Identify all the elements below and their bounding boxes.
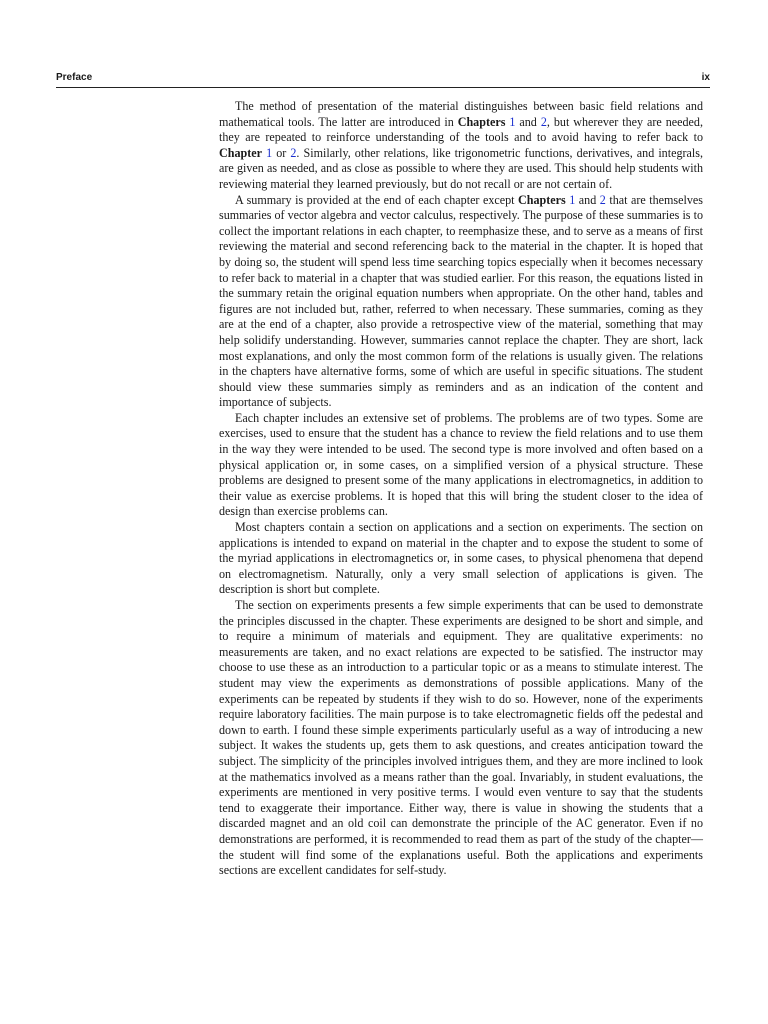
header-rule (56, 87, 710, 88)
paragraph-summaries (219, 193, 703, 411)
chapter-1-link[interactable]: 1 (266, 145, 273, 160)
chapter-2-link[interactable]: 2 (599, 192, 606, 207)
running-head (56, 72, 710, 86)
running-head-section-title: Preface (56, 72, 93, 83)
paragraph-problems: Each chapter includes an extensive set of problems. The problems are of two types. Some are exercises, used to ensure that the student has a chance to review the field relations and to use them in the way they were intended to be used. The second type is more involved and often based on a physical application or, in some cases, on a simplified version of a physical structure. These problems are designed to present some of the many applications in electromagnetics, in addition to their value as exercise problems. It is hoped that this will bring the student closer to the idea of design than exercise problems can. (219, 410, 703, 519)
paragraph-text: and (515, 114, 541, 129)
chapter-1-link[interactable]: 1 (569, 192, 576, 207)
paragraph-applications: Most chapters contain a section on applications and a section on experiments. The section on applications is intended to expand on material in the chapter and to expose the student to some of the myriad applications in electromagnetics or, in some cases, to physical phenomena that depend on electromagnetism. Naturally, only a very small selection of applications is given. The description is short but complete. (219, 520, 703, 597)
chapter-label: Chapter (219, 145, 262, 160)
paragraph-text: or (272, 145, 291, 160)
chapter-1-link[interactable]: 1 (509, 114, 516, 129)
paragraph-presentation (219, 99, 703, 193)
chapter-2-link[interactable]: 2 (290, 145, 297, 160)
paragraph-text: , but wherever they are needed, they are repeated to reinforce understanding of the tools and to avoid having to refer back to (219, 114, 703, 145)
paragraph-text: and (575, 192, 600, 207)
paragraph-text: . Similarly, other relations, like trigonometric functions, derivatives, and integrals, are given as needed, and as close as possible to where they are used. This should help students with reviewing material they learned previously, but do not recall or are not certain of. (219, 145, 703, 191)
paragraph-text: that are themselves summaries of vector algebra and vector calculus, respectively. The purpose of these summaries is to collect the important relations in each chapter, to reemphasize these, and to serve as a means of first reviewing the material and second referencing back to the material in the chapter. It is hoped that by doing so, the student will spend less time searching topics especially when it becomes necessary to refer back to material in a chapter that was studied earlier. For this reason, the equations listed in the summary retain the original equation numbers when appropriate. On the other hand, tables and figures are not included but, rather, referred to when necessary. These summaries, coming as they are at the end of a chapter, also provide a retrospective view of the material, something that may help solidify understanding. However, summaries cannot replace the chapter. They are short, lack most explanations, and only the most common form of the relations is usually given. The relations in the chapters have alternative forms, some of which are useful in specific situations. The student should view these summaries simply as reminders and as an indication of the content and importance of subjects. (219, 192, 703, 410)
body-text (219, 99, 703, 879)
paragraph-experiments: The section on experiments presents a few simple experiments that can be used to demonstrate the principles discussed in the chapter. These experiments are designed to be short and simple, and to require a minimum of materials and equipment. They are qualitative experiments: no measurements are taken, and no exact relations are expected to be satisfied. The instructor may choose to use these as an introduction to a particular topic or as a means to stimulate interest. The student may view the experiments as demonstrations of possible applications. Many of the experiments can be repeated by students if they wish to do so. However, none of the experiments require laboratory facilities. The main purpose is to take electromagnetic fields off the pedestal and down to earth. I found these simple experiments particularly useful as a way of introducing a new subject. It wakes the students up, gets them to ask questions, and creates anticipation toward the subject. The simplicity of the principles involved intrigues them, and they are more inclined to look at the mathematics involved as a means rather than the goal. Invariably, in student evaluations, the experiments are mentioned in very positive terms. I would even venture to say that the students tend to exaggerate their importance. Either way, there is value in showing the students that a discarded magnet and an old coil can demonstrate the principle of the AC generator. Even if no demonstrations are performed, it is recommended to read them as part of the study of the chapter—the student will find some of the explanations useful. Both the applications and experiments sections are excellent candidates for self-study. (219, 598, 703, 878)
paragraph-text: The method of presentation of the material distinguishes between basic field relations and mathematical tools. The latter are introduced in (219, 99, 703, 129)
chapters-label: Chapters (457, 114, 506, 129)
page-number: ix (701, 72, 710, 83)
chapters-label: Chapters (518, 192, 566, 207)
chapter-2-link[interactable]: 2 (540, 114, 547, 129)
paragraph-text: A summary is provided at the end of each chapter except (235, 192, 519, 207)
